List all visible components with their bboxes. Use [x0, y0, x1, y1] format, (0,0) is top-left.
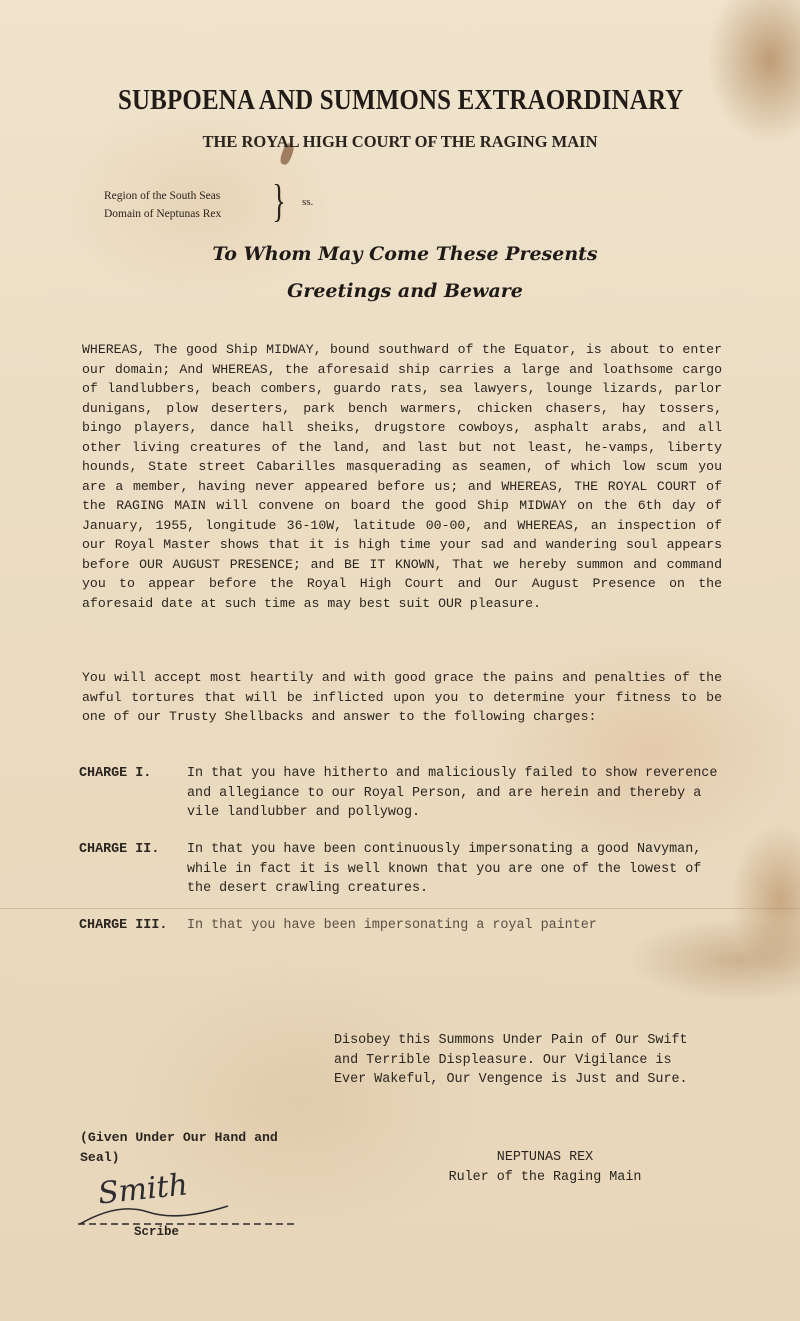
warning-text: Disobey this Summons Under Pain of Our Swift and Terrible Displeasure. Our Vigilance is Ever Wakeful, Our Vengence is Just and Sure. — [334, 1033, 688, 1087]
given-under-seal: (Given Under Our Hand and Seal) — [80, 1130, 278, 1165]
ruler-block — [420, 1148, 670, 1187]
signature: Smith — [96, 1167, 190, 1212]
document-title: SUBPOENA AND SUMMONS EXTRAORDINARY — [117, 84, 684, 116]
whereas-paragraph: WHEREAS, The good Ship MIDWAY, bound southward of the Equator, is about to enter our domain; And WHEREAS, the aforesaid ship carries a large and loathsome cargo of landlubbers, beach combers, guardo rats, sea lawyers, lounge lizards, parlor dunigans, plow deserters, park bench warmers, chicken chasers, hay tossers, bingo players, dance hall sheiks, drugstore cowboys, asphalt arabs, and all other living creatures of the land, and last but not least, he-vamps, liberty hounds, State street Cabarilles masquerading as seamen, of which low scum you are a member, having never appeared before us; and WHEREAS, THE ROYAL COURT of the RAGING MAIN will convene on board the good Ship MIDWAY on the 6th day of January, 1955, longitude 36-10W, latitude 00-00, and WHEREAS, an inspection of our Royal Master shows that it is high time your sad and wandering soul appears before OUR AUGUST PRESENCE; and BE IT KNOWN, That we hereby summon and command you to appear before the Royal High Court and Our August Presence on the aforesaid date at such time as may best suit OUR pleasure. — [82, 342, 722, 611]
paper-fold-line — [0, 908, 800, 909]
charge-label: CHARGE I. — [79, 766, 152, 781]
signature-block — [78, 1167, 308, 1252]
scribe-label: Scribe — [134, 1225, 180, 1239]
charge-text: In that you have hitherto and maliciously failed to show reverence and allegiance to our Royal Person, and are herein and thereby a vile landlubber and pollywog. — [187, 766, 718, 820]
penalties-paragraph: You will accept most heartily and with good grace the pains and penalties of the awful tortures that will be inflicted upon you to determine your fitness to be one of our Trusty Shellbacks and answer to the following charges: — [82, 670, 722, 724]
salutation-line-1: To Whom May Come These Presents — [212, 243, 598, 265]
ruler-name: NEPTUNAS REX — [496, 1150, 594, 1165]
charge-text: In that you have been continuously impersonating a good Navyman, while in fact it is well known that you are one of the lowest of the desert crawling creatures. — [187, 842, 702, 896]
brace-symbol: } — [272, 175, 286, 226]
charge-label: CHARGE III. — [79, 918, 168, 933]
region-block — [104, 187, 221, 223]
region-line-2: Domain of Neptunas Rex — [104, 208, 222, 220]
ss-mark: ss. — [302, 196, 314, 208]
region-line-1: Region of the South Seas — [104, 190, 221, 202]
document-subtitle: THE ROYAL HIGH COURT OF THE RAGING MAIN — [202, 132, 598, 151]
charge-text: In that you have been impersonating a royal painter — [187, 918, 597, 933]
charge-label: CHARGE II. — [79, 842, 160, 857]
salutation-line-2: Greetings and Beware — [287, 280, 523, 302]
ruler-title: Ruler of the Raging Main — [448, 1169, 642, 1185]
